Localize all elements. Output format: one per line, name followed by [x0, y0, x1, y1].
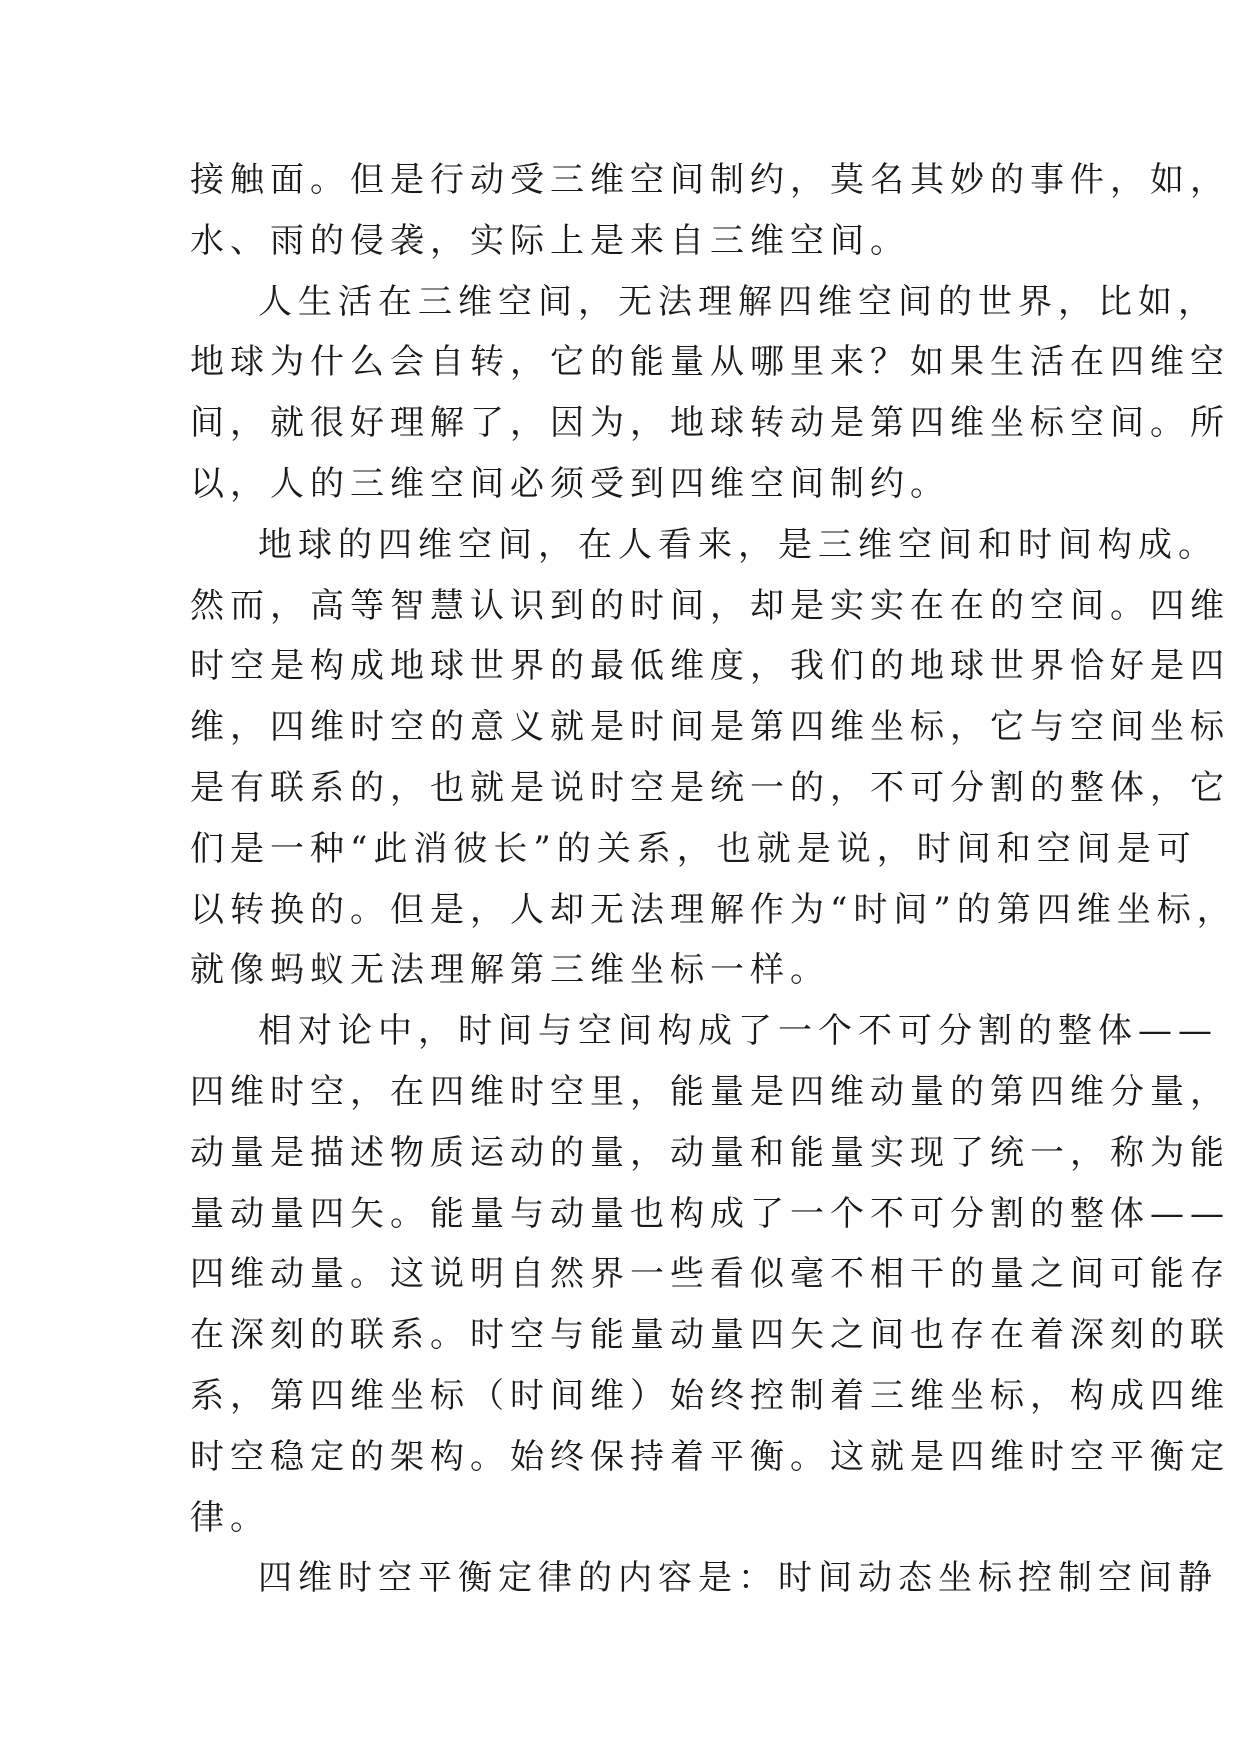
paragraph-5: [190, 1548, 1218, 1609]
text-line: 是有联系的，也就是说时空是统一的，不可分割的整体，它: [190, 767, 1230, 808]
text-line: 然而，高等智慧认识到的时间，却是实实在在的空间。四维: [190, 585, 1230, 626]
text-line: 四维时空平衡定律的内容是：时间动态坐标控制空间静: [258, 1558, 1218, 1599]
text-line: 动量是描述物质运动的量，动量和能量实现了统一，称为能: [190, 1132, 1230, 1173]
text-line: 时空稳定的架构。始终保持着平衡。这就是四维时空平衡定: [190, 1436, 1230, 1477]
paragraph-2: [190, 272, 1230, 515]
text-line: 相对论中，时间与空间构成了一个不可分割的整体——: [258, 1011, 1218, 1052]
text-line: 律。: [190, 1497, 270, 1538]
text-line: 水、雨的侵袭，实际上是来自三维空间。: [190, 220, 910, 261]
text-line: 维，四维时空的意义就是时间是第四维坐标，它与空间坐标: [190, 707, 1230, 748]
text-line: 系，第四维坐标（时间维）始终控制着三维坐标，构成四维: [190, 1375, 1230, 1416]
text-line: 人生活在三维空间，无法理解四维空间的世界，比如，: [258, 281, 1218, 322]
text-line: 就像蚂蚁无法理解第三维坐标一样。: [190, 950, 830, 991]
text-line: 以，人的三维空间必须受到四维空间制约。: [190, 463, 950, 504]
text-line: 以转换的。但是，人却无法理解作为“时间”的第四维坐标，: [190, 889, 1237, 930]
text-line: 地球为什么会自转，它的能量从哪里来？如果生活在四维空: [190, 342, 1230, 383]
paragraph-4: [190, 1001, 1230, 1548]
text-line: 地球的四维空间，在人看来，是三维空间和时间构成。: [258, 524, 1218, 565]
text-line: 量动量四矢。能量与动量也构成了一个不可分割的整体——: [190, 1193, 1230, 1234]
paragraph-3: [190, 515, 1237, 1001]
body-text: [190, 150, 1237, 1609]
text-line: 们是一种“此消彼长”的关系，也就是说，时间和空间是可: [190, 828, 1197, 869]
text-line: 四维时空，在四维时空里，能量是四维动量的第四维分量，: [190, 1071, 1230, 1112]
text-line: 在深刻的联系。时空与能量动量四矢之间也存在着深刻的联: [190, 1315, 1230, 1356]
text-line: 间，就很好理解了，因为，地球转动是第四维坐标空间。所: [190, 403, 1230, 444]
text-line: 四维动量。这说明自然界一些看似毫不相干的量之间可能存: [190, 1254, 1230, 1295]
text-line: 时空是构成地球世界的最低维度，我们的地球世界恰好是四: [190, 646, 1230, 687]
text-line: 接触面。但是行动受三维空间制约，莫名其妙的事件，如，: [190, 160, 1230, 200]
paragraph-1: [190, 150, 1230, 272]
